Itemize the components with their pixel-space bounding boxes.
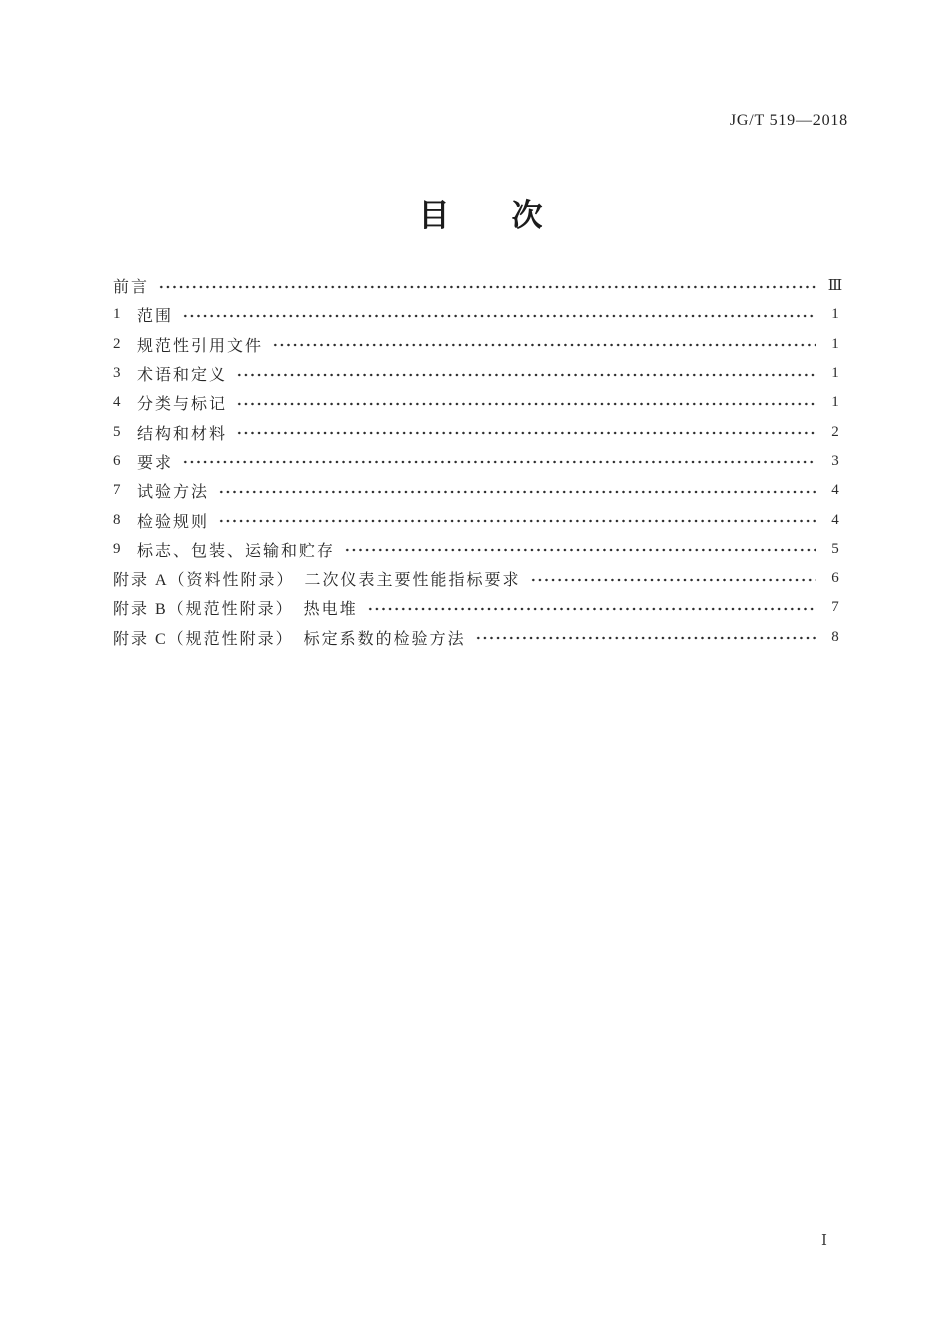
- dot-leader: [182, 455, 816, 469]
- dot-leader: [158, 280, 816, 294]
- toc-entry-label: 附录 B（规范性附录） 热电堆: [113, 601, 358, 619]
- toc-entry-number: 4: [113, 394, 121, 411]
- dot-leader: [272, 338, 816, 352]
- toc-entry-number: 9: [113, 540, 121, 557]
- toc-entry-label: 术语和定义: [137, 367, 228, 385]
- toc-entry-label: 范围: [137, 308, 174, 326]
- toc-entry-number: 2: [113, 335, 121, 352]
- dot-leader: [218, 514, 816, 528]
- toc-entry-label: 标志、包装、运输和贮存: [137, 542, 336, 560]
- dot-leader: [218, 485, 816, 499]
- toc-entry-page: 1: [831, 394, 839, 411]
- dot-leader: [236, 368, 816, 382]
- toc-entry-number: 3: [113, 365, 121, 382]
- toc-entry-page: 1: [831, 365, 839, 382]
- toc-entry-label: 试验方法: [137, 484, 210, 502]
- toc-entry: [113, 623, 848, 652]
- toc-entry-page: Ⅲ: [827, 278, 843, 295]
- toc-entry-label: 要求: [137, 454, 174, 472]
- toc-entry-number: 7: [113, 482, 121, 499]
- dot-leader: [475, 631, 816, 645]
- dot-leader: [236, 397, 816, 411]
- toc-entry: [113, 593, 848, 622]
- dot-leader: [182, 309, 816, 323]
- toc-entry: [113, 417, 848, 446]
- toc-entry-page: 6: [831, 570, 839, 587]
- toc-entry-page: 8: [831, 628, 839, 645]
- toc-entry-label: 分类与标记: [137, 396, 228, 414]
- toc-entry-number: 6: [113, 452, 121, 469]
- toc-entry-label: 检验规则: [137, 513, 210, 531]
- toc-entry-page: 7: [831, 599, 839, 616]
- page-title: 目 次: [418, 198, 543, 233]
- toc-entry-number: 8: [113, 511, 121, 528]
- toc-entry: [113, 359, 848, 388]
- toc-entry: [113, 476, 848, 505]
- toc-list: [113, 271, 848, 652]
- toc-entry: [113, 300, 848, 329]
- toc-entry: [113, 564, 848, 593]
- toc-entry: [113, 271, 848, 300]
- dot-leader: [530, 573, 816, 587]
- dot-leader: [236, 426, 816, 440]
- dot-leader: [367, 602, 816, 616]
- footer-page-number: Ⅰ: [821, 1233, 827, 1249]
- toc-entry-number: 1: [113, 306, 121, 323]
- toc-entry-page: 1: [831, 335, 839, 352]
- toc-entry: [113, 535, 848, 564]
- dot-leader: [344, 543, 816, 557]
- toc-entry-page: 2: [831, 423, 839, 440]
- toc-entry-page: 5: [831, 540, 839, 557]
- toc-entry-label: 附录 C（规范性附录） 标定系数的检验方法: [113, 630, 466, 648]
- toc-entry-page: 3: [831, 452, 839, 469]
- toc-entry-label: 规范性引用文件: [137, 337, 264, 355]
- toc-entry-page: 4: [831, 511, 839, 528]
- toc-entry: [113, 447, 848, 476]
- toc-entry-label: 前言: [113, 279, 150, 297]
- toc-entry-number: 5: [113, 423, 121, 440]
- toc-entry-label: 附录 A（资料性附录） 二次仪表主要性能指标要求: [113, 572, 521, 590]
- toc-entry-page: 1: [831, 306, 839, 323]
- toc-entry: [113, 330, 848, 359]
- toc-entry: [113, 505, 848, 534]
- toc-entry-page: 4: [831, 482, 839, 499]
- standard-number-header: JG/T 519—2018: [729, 112, 848, 129]
- toc-entry: [113, 388, 848, 417]
- toc-entry-label: 结构和材料: [137, 425, 228, 443]
